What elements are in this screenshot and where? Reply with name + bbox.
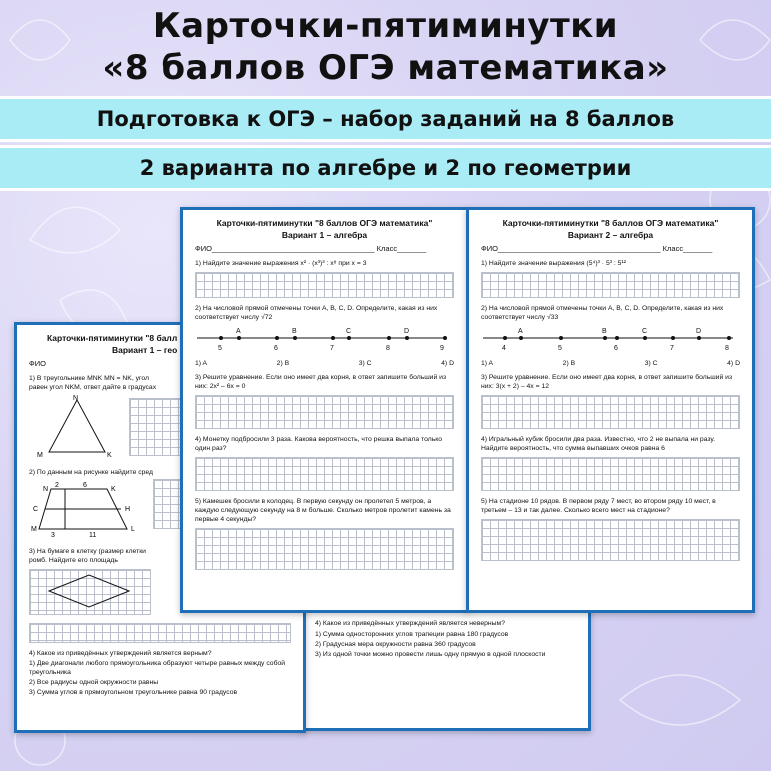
answer-grid (195, 272, 454, 298)
tick-point (387, 336, 391, 340)
tick-label: 9 (440, 345, 444, 352)
question-1: 1) Найдите значение выражения (5⁴)³ · 5³ : 5¹² (481, 260, 626, 267)
option: 4) D (441, 360, 454, 367)
answer-grid (29, 623, 291, 643)
point-label: A (518, 328, 523, 335)
option: 3) C (644, 360, 658, 367)
tick-point (275, 336, 279, 340)
option: 3) C (358, 360, 372, 367)
tick-label: 8 (386, 345, 390, 352)
marked-point (347, 336, 351, 340)
marked-point (697, 336, 701, 340)
answer-grid (195, 528, 454, 570)
tick-point (727, 336, 731, 340)
answer-options (481, 360, 740, 367)
tick-point (671, 336, 675, 340)
point-label: B (292, 328, 297, 335)
question-4: 4) Какое из приведённых утверждений является неверным? (315, 620, 506, 627)
trapezoid-label: K (111, 486, 116, 493)
question-1: 1) В треугольнике MNK MN = NK, угол (29, 375, 149, 382)
tick-label: 5 (218, 345, 222, 352)
point-label: C (642, 328, 648, 335)
answer-grid (481, 272, 740, 298)
tick-point (559, 336, 563, 340)
tick-point (503, 336, 507, 340)
tick-label: 4 (502, 345, 506, 352)
question-1: 1) Найдите значение выражения x² · (x³)³ : x⁸ при x = 3 (195, 260, 367, 267)
tick-point (615, 336, 619, 340)
question-5: 5) На стадионе 10 рядов. В первом ряду 7 мест, во втором ряду 10 мест, в третьем – 13 и так далее. Сколько всего мест на стадионе? (481, 498, 716, 514)
option: 1) A (481, 360, 494, 367)
card-title: Карточки-пятиминутки "8 баллов ОГЭ математика" (502, 218, 719, 228)
answer-grid (481, 519, 740, 561)
marked-point (293, 336, 297, 340)
marked-point (405, 336, 409, 340)
question-2: 2) На числовой прямой отмечены точки A, B, C, D. Определите, какая из них соответствует числу √33 (481, 305, 724, 321)
tick-label: 5 (558, 345, 562, 352)
trapezoid-label: 11 (89, 532, 97, 539)
answer-grid (481, 395, 740, 429)
question-2: 2) На числовой прямой отмечены точки A, B, C, D. Определите, какая из них соответствует числу √72 (195, 305, 438, 321)
question-3: 3) Решите уравнение. Если оно имеет два корня, в ответ запишите больший из них: 2x² – 6x = 0 (195, 374, 447, 390)
subtitle-band-2: 2 варианта по алгебре и 2 по геометрии (0, 145, 771, 191)
point-label: A (236, 328, 241, 335)
question-4: 4) Какое из приведённых утверждений является верным? (29, 650, 212, 657)
card-title: Карточки-пятиминутки "8 баллов ОГЭ математика" (216, 218, 433, 228)
question-5: 5) Камешек бросили в колодец. В первую секунду он пролетел 5 метров, а каждую следующую секунду на 8 м больше. Сколько метров пролетит камень за первые 4 секунды? (195, 498, 451, 523)
option-2: 2) Градусная мера окружности равна 360 градусов (315, 641, 476, 648)
tick-label: 7 (670, 345, 674, 352)
answer-options (195, 360, 454, 367)
option-1: 1) Сумма односторонних углов трапеции равна 180 градусов (315, 631, 509, 638)
option-2: 2) Все радиусы одной окружности равны (29, 679, 159, 686)
triangle-label: K (107, 452, 112, 459)
trapezoid-label: 6 (83, 482, 87, 489)
point-label: D (404, 328, 410, 335)
trapezoid-label: 2 (55, 482, 59, 489)
trapezoid-label: N (43, 486, 49, 493)
tick-label: 6 (614, 345, 618, 352)
question-3-cont: ромб. Найдите его площадь (29, 557, 118, 564)
answer-grid (195, 395, 454, 429)
question-4: 4) Игральный кубик бросили два раза. Известно, что 2 не выпала ни разу. Найдите вероятность, что сумма выпавших очков равна 6 (481, 436, 716, 452)
fio-label: ФИО_______________________________________ Класс_______ (481, 244, 713, 253)
algebra-card-variant1 (180, 207, 469, 613)
rhombus-figure (29, 569, 149, 613)
marked-point (519, 336, 523, 340)
tick-label: 8 (725, 345, 729, 352)
tick-point (219, 336, 223, 340)
trapezoid-label: H (125, 506, 131, 513)
question-4: 4) Монетку подбросили 3 раза. Какова вероятность, что решка выпала только один раз? (195, 436, 443, 452)
option-3: 3) Сумма углов в прямоугольном треугольнике равна 90 градусов (29, 689, 238, 696)
triangle-figure (29, 394, 119, 460)
card-variant: Вариант 1 – гео (112, 345, 178, 355)
question-2: 2) По данным на рисунке найдите сред (29, 469, 154, 476)
trapezoid-label: C (33, 506, 39, 513)
option: 1) A (195, 360, 208, 367)
tick-label: 6 (274, 345, 278, 352)
triangle-label: N (73, 395, 79, 402)
option: 4) D (727, 360, 740, 367)
option-1: 1) Две диагонали любого прямоугольника образуют четыре равных между собой треугольника (29, 660, 286, 676)
trapezoid-figure (29, 479, 149, 539)
tick-point (331, 336, 335, 340)
point-label: B (602, 328, 607, 335)
option: 2) B (276, 360, 290, 367)
option: 2) B (562, 360, 576, 367)
marked-point (603, 336, 607, 340)
algebra-card-variant2 (466, 207, 755, 613)
question-3: 3) На бумаге в клетку (размер клетки (29, 548, 146, 555)
card-variant: Вариант 2 – алгебра (567, 230, 654, 240)
tick-label: 7 (330, 345, 334, 352)
option-3: 3) Из одной точки можно провести лишь одну прямую в одной плоскости (315, 651, 546, 658)
marked-point (237, 336, 241, 340)
main-title-line1: Карточки-пятиминутки (152, 6, 619, 46)
tick-point (443, 336, 447, 340)
main-title-line2: «8 баллов ОГЭ математика» (102, 48, 669, 88)
trapezoid-label: L (131, 526, 135, 533)
question-3: 3) Решите уравнение. Если оно имеет два корня, в ответ запишите больший из них: 3(x + 2) – 4x = 12 (481, 374, 733, 390)
card-variant: Вариант 1 – алгебра (281, 230, 368, 240)
number-line (195, 326, 450, 352)
card-title: Карточки-пятиминутки "8 балл (47, 333, 178, 343)
point-label: C (346, 328, 352, 335)
answer-grid (195, 457, 454, 491)
fio-label: ФИО_______________________________________ Класс_______ (195, 244, 427, 253)
marked-point (643, 336, 647, 340)
answer-grid (481, 457, 740, 491)
number-line (481, 326, 736, 352)
triangle-label: M (37, 452, 43, 459)
fio-label: ФИО (29, 359, 46, 368)
point-label: D (696, 328, 702, 335)
trapezoid-label: 3 (51, 532, 55, 539)
trapezoid-label: M (31, 526, 37, 533)
subtitle-band-1: Подготовка к ОГЭ – набор заданий на 8 баллов (0, 96, 771, 142)
question-1-cont: равен угол NKM, ответ дайте в градусах (29, 384, 157, 391)
